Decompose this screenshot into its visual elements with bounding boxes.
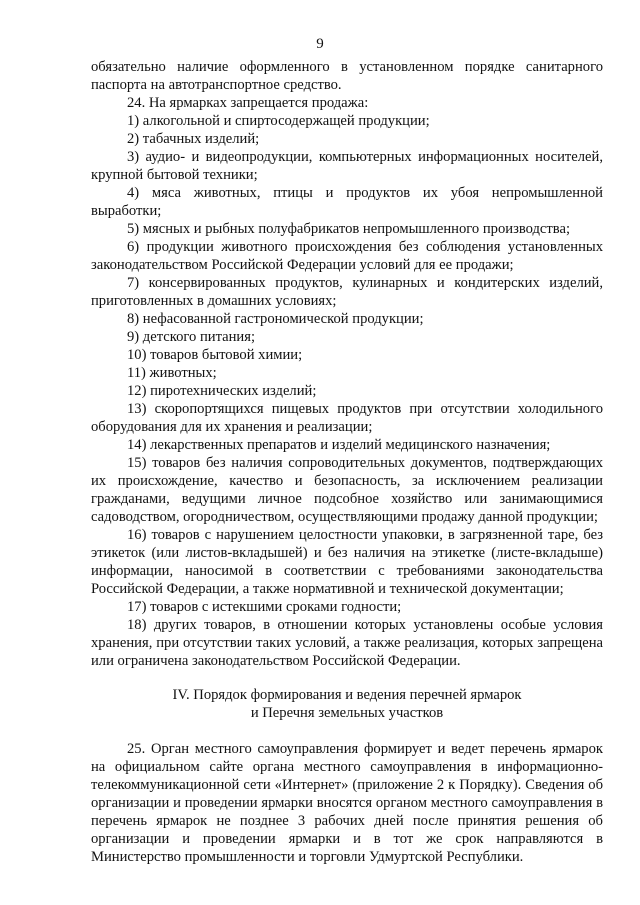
list-item: 13) скоропортящихся пищевых продуктов при отсутствии холодильного оборудования для их хранения и реализации; bbox=[91, 401, 603, 435]
paragraph: обязательно наличие оформленного в установленном порядке санитарного паспорта на автотранспортное средство. bbox=[91, 59, 603, 93]
list-item: 7) консервированных продуктов, кулинарных и кондитерских изделий, приготовленных в домашних условиях; bbox=[91, 275, 603, 309]
list-item: 4) мяса животных, птицы и продуктов их убоя непромышленной выработки; bbox=[91, 185, 603, 219]
paragraph: 25. Орган местного самоуправления формирует и ведет перечень ярмарок на официальном сайте органа местного самоуправления в информационно-телекоммуникационной сети «Интернет» (приложение 2 к Порядку). Сведения об организации и проведении ярмарки вносятся органом местного самоуправления в перечень ярмарок не позднее 3 рабочих дней после принятия решения об организации и проведении ярмарки и в тот же срок направляются в Министерство промышленности и торговли Удмуртской Республики. bbox=[91, 741, 603, 865]
document-body bbox=[91, 58, 603, 866]
list-item: 8) нефасованной гастрономической продукции; bbox=[127, 311, 424, 327]
list-item: 14) лекарственных препаратов и изделий медицинского назначения; bbox=[127, 437, 551, 453]
list-item: 16) товаров с нарушением целостности упаковки, в загрязненной таре, без этикеток (или листов-вкладышей) и без наличия на этикетке (листе-вкладыше) информации, наносимой в соответствии с требованиями законодательства Российской Федерации, а также нормативной и технической документации; bbox=[91, 527, 603, 597]
list-item: 11) животных; bbox=[127, 365, 217, 381]
section-heading-line: и Перечня земельных участков bbox=[250, 705, 444, 721]
list-item: 9) детского питания; bbox=[127, 329, 255, 345]
list-item: 6) продукции животного происхождения без соблюдения установленных законодательством Российской Федерации условий для ее продажи; bbox=[91, 239, 603, 273]
section-heading bbox=[91, 686, 603, 722]
paragraph: 24. На ярмарках запрещается продажа: bbox=[127, 95, 369, 111]
list-item: 1) алкогольной и спиртосодержащей продукции; bbox=[127, 113, 430, 129]
list-item: 15) товаров без наличия сопроводительных документов, подтверждающих их происхождение, качество и безопасность, за исключением реализации гражданами, ведущими личное подсобное хозяйство или занимающимися садоводством, огородничеством, осуществляющими продажу данной продукции; bbox=[91, 455, 603, 525]
section-heading-line: IV. Порядок формирования и ведения перечней ярмарок bbox=[172, 687, 522, 703]
list-item: 5) мясных и рыбных полуфабрикатов непромышленного производства; bbox=[127, 221, 571, 237]
list-item: 10) товаров бытовой химии; bbox=[127, 347, 303, 363]
list-item: 3) аудио- и видеопродукции, компьютерных информационных носителей, крупной бытовой техники; bbox=[91, 149, 603, 183]
list-item: 2) табачных изделий; bbox=[127, 131, 260, 147]
list-item: 17) товаров с истекшими сроками годности; bbox=[127, 599, 402, 615]
page-number: 9 bbox=[316, 36, 324, 52]
list-item: 18) других товаров, в отношении которых установлены особые условия хранения, при отсутствии таких условий, а также реализация, которых запрещена или ограничена законодательством Российской Федерации. bbox=[91, 617, 603, 669]
list-item: 12) пиротехнических изделий; bbox=[127, 383, 317, 399]
